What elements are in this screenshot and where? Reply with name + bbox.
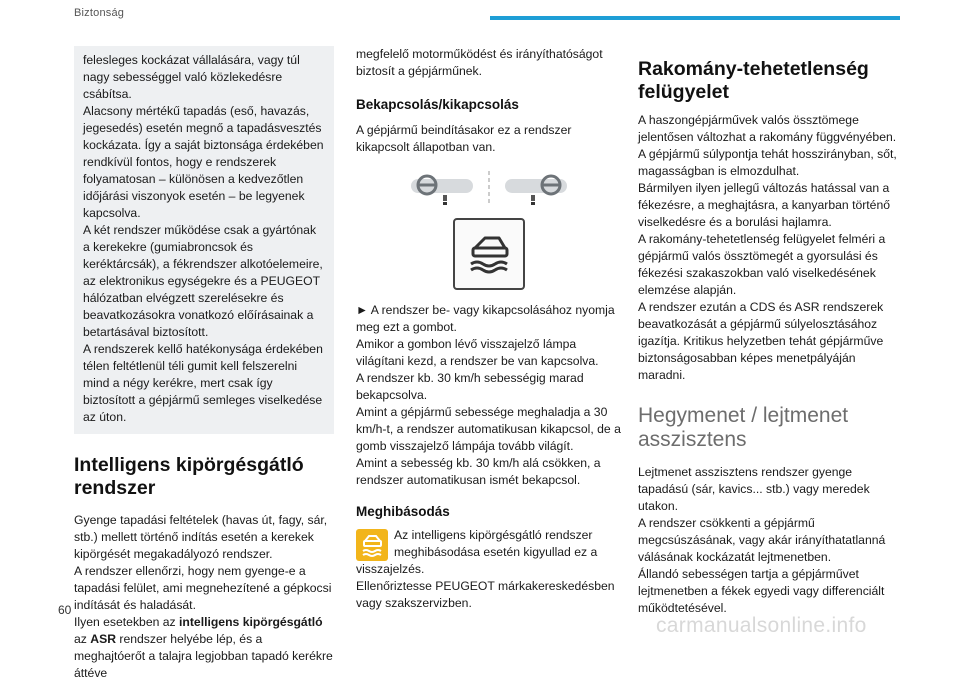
column-middle bbox=[356, 46, 622, 612]
text-run: az bbox=[74, 632, 91, 646]
heading-on-off: Bekapcsolás/kikapcsolás bbox=[356, 97, 519, 112]
info-text-1: felesleges kockázat vállalására, vagy túl nagy sebességgel való közlekedésre csábítsa. bbox=[83, 53, 300, 101]
paragraph: A gépjármű beindításakor ez a rendszer kikapcsolt állapotban van. bbox=[356, 123, 572, 154]
paragraph: Bármilyen ilyen jellegű változás hatással van a fékezésre, a meghajtásra, a kanyarban történő viselkedésre és a borulási hajlamra. bbox=[638, 181, 891, 229]
section-title: Biztonság bbox=[74, 7, 125, 19]
watermark: carmanualsonline.info bbox=[656, 614, 867, 637]
paragraph: A rendszer ellenőrzi, hogy nem gyenge-e a tapadási felület, ami megnehezítené a gépkocsi indítását és haladását. bbox=[74, 564, 332, 612]
header-accent-bar bbox=[490, 16, 900, 20]
paragraph: megfelelő motorműködést és irányíthatóságot biztosít a gépjárműnek. bbox=[356, 47, 603, 78]
paragraph bbox=[74, 614, 334, 682]
paragraph: A gépjármű súlypontja tehát hosszirányban, sőt, magasságban is elmozdulhat. bbox=[638, 147, 897, 178]
text-run: rendszer helyébe lép, és a meghajtóerőt a talajra legjobban tapadó kerékre áttéve bbox=[74, 632, 333, 680]
paragraph: Amint a gépjármű sebessége meghaladja a 30 km/h-t, a rendszer automatikusan kikapcsol, de a gomb visszajelző lámpája tovább világít. bbox=[356, 405, 621, 453]
paragraph: Lejtmenet asszisztens rendszer gyenge tapadású (sár, kavics... stb.) vagy meredek utakon. bbox=[638, 465, 870, 513]
paragraph: Amikor a gombon lévő visszajelző lámpa világítani kezd, a rendszer be van kapcsolva. bbox=[356, 337, 599, 368]
paragraph: Ellenőriztesse PEUGEOT márkakereskedésben vagy szakszervizben. bbox=[356, 579, 615, 610]
bold-term: intelligens kipörgésgátló bbox=[179, 615, 323, 629]
button-location-illustration bbox=[356, 170, 622, 206]
info-box bbox=[74, 46, 334, 434]
column-left bbox=[74, 46, 334, 682]
paragraph: Az intelligens kipörgésgátló rendszer meghibásodása esetén kigyullad ez a visszajelzés. bbox=[356, 528, 598, 576]
info-text-4: A rendszerek kellő hatékonysága érdekében télen feltétlenül téli gumit kell felszerelni mind a négy kerékre, mert csak így biztosított a gépjármű semleges viselkedése az úton. bbox=[83, 342, 323, 424]
page-number: 60 bbox=[58, 603, 72, 617]
divider-icon bbox=[487, 171, 491, 205]
paragraph: A rendszer kb. 30 km/h sebességig marad bekapcsolva. bbox=[356, 371, 584, 402]
dashboard-left-steering-icon bbox=[409, 171, 479, 205]
paragraph: A rendszer ezután a CDS és ASR rendszerek beavatkozását a gépjármű súlyelosztásához igazítja. Kritikus helyzetben tehát gépjárműve biztonságosabban képes menetpályáján maradni. bbox=[638, 300, 884, 382]
bold-term: ASR bbox=[90, 632, 116, 646]
intelligent-traction-icon bbox=[465, 234, 513, 274]
column-right bbox=[638, 46, 900, 617]
paragraph: A rakomány-tehetetlenség felügyelet felméri a gépjármű valós össztömegét a gyorsulási és fékezési szakaszokban való viselkedésének elemzése alapján. bbox=[638, 232, 886, 297]
paragraph: A haszongépjárművek valós össztömege jelentősen változhat a rakomány függvényében. bbox=[638, 113, 897, 144]
info-text-3: A két rendszer működése csak a gyártónak a kerekekre (gumiabroncsok és keréktárcsák), a fékrendszer alkotóelemeire, az elektronikus egységekre és a PEUGEOT hálózatban elvégzett szerelésekre és beavatkozásokra vonatkozó előírásainak a betartásával biztosított. bbox=[83, 223, 323, 339]
text-run: Ilyen esetekben az bbox=[74, 615, 180, 629]
warning-car-icon bbox=[359, 532, 385, 558]
instruction-block bbox=[356, 302, 622, 489]
paragraph: Amint a sebesség kb. 30 km/h alá csökken, a rendszer automatikusan ismét bekapcsol. bbox=[356, 456, 601, 487]
paragraph: Állandó sebességen tartja a gépjárművet lejtmenetben a fékek egyedi vagy differenciált működtetésével. bbox=[638, 567, 885, 615]
dashboard-right-steering-icon bbox=[499, 171, 569, 205]
heading-intelligent-traction: Intelligens kipörgésgátló rendszer bbox=[74, 454, 304, 499]
heading-fault: Meghibásodás bbox=[356, 504, 450, 519]
traction-warning-icon bbox=[356, 529, 388, 561]
paragraph: A rendszer csökkenti a gépjármű megcsúszásának, vagy akár irányíthatatlanná válásának kockázatát lejtmenetben. bbox=[638, 516, 886, 564]
paragraph: Gyenge tapadási feltételek (havas út, fagy, sár, stb.) mellett történő indítás esetén a kerekek kipörgését megakadályozó rendszer. bbox=[74, 513, 328, 561]
heading-hill-assist: Hegymenet / lejtmenet asszisztens bbox=[638, 404, 849, 451]
paragraph: ► A rendszer be- vagy kikapcsolásához nyomja meg ezt a gombot. bbox=[356, 303, 615, 334]
traction-button bbox=[453, 218, 525, 290]
fault-block bbox=[356, 527, 622, 612]
heading-load-inertia: Rakomány-tehetetlenség felügyelet bbox=[638, 58, 869, 103]
info-text-2: Alacsony mértékű tapadás (eső, havazás, jegesedés) esetén megnő a tapadásvesztés kockázata. Így a saját biztonsága érdekében rendkívül fontos, hogy e rendszerek folyamatosan – különösen a kedvezőtlen időjárási viszonyok esetén – be legyenek kapcsolva. bbox=[83, 104, 324, 220]
